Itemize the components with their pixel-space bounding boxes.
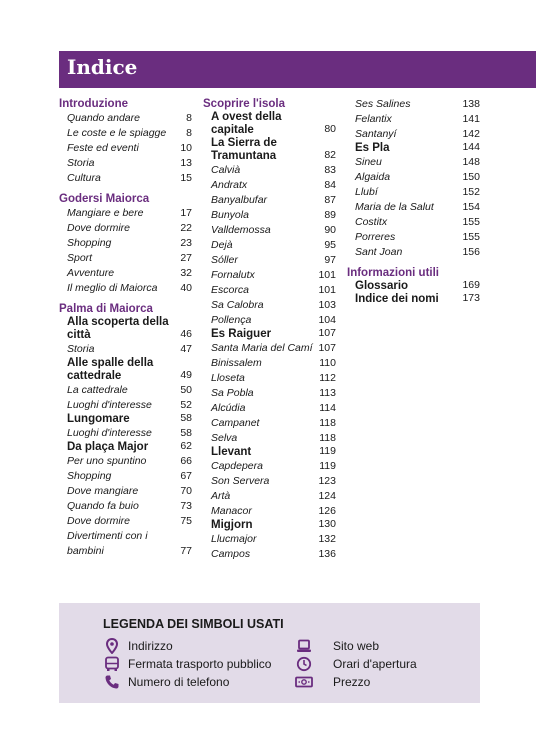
page-number: 154: [462, 201, 480, 213]
index-entry: [347, 112, 480, 127]
index-entry: [203, 532, 336, 547]
index-entry: [59, 111, 192, 126]
entry-title: Campos: [211, 548, 251, 560]
entry-title: Artà: [211, 490, 231, 502]
entry-title: Calvià: [211, 164, 241, 176]
entry-title: Capdepera: [211, 460, 263, 472]
page-number: 142: [462, 128, 480, 140]
page-number: 155: [462, 216, 480, 228]
entry-title: Migjorn: [211, 519, 253, 531]
index-column-3: [347, 97, 480, 306]
index-subsection-entry: [347, 280, 480, 293]
page-number: 141: [462, 113, 480, 125]
index-subsection-entry: [59, 316, 192, 342]
index-entry: [203, 504, 336, 519]
index-entry: [59, 398, 192, 413]
index-entry: [59, 141, 192, 156]
page-number: 119: [319, 460, 336, 472]
page-number: 66: [180, 455, 192, 467]
page-number: 107: [318, 342, 336, 354]
index-column-2: [203, 97, 336, 562]
index-entry: [59, 342, 192, 357]
index-entry: [203, 298, 336, 313]
index-subsection-entry: [203, 137, 336, 163]
page-number: 32: [180, 267, 192, 279]
entry-title: Dove dormire: [67, 515, 131, 527]
section-heading: Scoprire l'isola: [203, 98, 285, 110]
entry-title: Campanet: [211, 417, 260, 429]
index-entry: [59, 171, 192, 186]
section-heading: Introduzione: [59, 98, 128, 110]
index-entry: [347, 127, 480, 142]
entry-title: Dove dormire: [67, 222, 131, 234]
page-number: 118: [319, 417, 336, 429]
page-title: Indice: [67, 55, 138, 79]
index-entry: [203, 356, 336, 371]
page-number: 8: [186, 127, 192, 139]
page-number: 123: [318, 475, 336, 487]
index-entry: [203, 178, 336, 193]
entry-title: Fornalutx: [211, 269, 255, 281]
index-entry: [59, 206, 192, 221]
entry-title: Sport: [67, 252, 93, 264]
page-number: 173: [462, 292, 480, 304]
entry-title: Indice dei nomi: [355, 293, 439, 305]
index-entry: [203, 223, 336, 238]
legend-label-price: Prezzo: [333, 675, 371, 689]
index-entry: [59, 383, 192, 398]
page-number: 155: [462, 231, 480, 243]
page-number: 114: [319, 402, 336, 414]
index-entry: [59, 499, 192, 514]
page-number: 46: [180, 328, 192, 340]
index-entry: [59, 484, 192, 499]
phone-icon: [104, 674, 120, 690]
legend-label-bus-stop: Fermata trasporto pubblico: [128, 657, 272, 671]
section-heading: Godersi Maiorca: [59, 193, 150, 205]
entry-title: Selva: [211, 432, 238, 444]
index-entry: [203, 283, 336, 298]
entry-title: Quando fa buio: [67, 500, 139, 512]
page-number: 113: [319, 387, 336, 399]
page-number: 17: [180, 207, 192, 219]
page-number: 62: [180, 440, 192, 452]
entry-title: Lloseta: [211, 372, 245, 384]
entry-title: Storia: [67, 157, 95, 169]
page-number: 70: [180, 485, 192, 497]
index-entry: [59, 156, 192, 171]
index-entry: [347, 97, 480, 112]
entry-title: Alla scoperta della città: [67, 316, 169, 341]
entry-title: Sant Joan: [355, 246, 403, 258]
entry-title: Feste ed eventi: [67, 142, 139, 154]
page-number: 87: [324, 194, 336, 206]
entry-title: Avventure: [67, 267, 115, 279]
index-entry: [347, 215, 480, 230]
entry-title: La cattedrale: [67, 384, 128, 396]
entry-title: Quando andare: [67, 112, 140, 124]
page-number: 27: [180, 252, 192, 264]
entry-title: Felantix: [355, 113, 392, 125]
entry-title: Llucmajor: [211, 533, 257, 545]
entry-title: Mangiare e bere: [67, 207, 144, 219]
index-entry: [203, 386, 336, 401]
index-entry: [347, 230, 480, 245]
page-number: 67: [180, 470, 192, 482]
index-column-1: [59, 97, 192, 559]
symbol-legend: [59, 603, 480, 703]
page-number: 8: [186, 112, 192, 124]
page-number: 152: [462, 186, 480, 198]
section-heading: Palma di Maiorca: [59, 303, 153, 315]
index-subsection-entry: [347, 293, 480, 306]
index-entry: [59, 529, 192, 559]
page-number: 13: [180, 157, 192, 169]
page-number: 150: [462, 171, 480, 183]
index-entry: [59, 454, 192, 469]
page-number: 104: [318, 314, 336, 326]
index-header-bar: [59, 51, 536, 88]
entry-title: Alcúdia: [211, 402, 246, 414]
entry-title: Escorca: [211, 284, 249, 296]
location-pin-icon: [104, 638, 120, 654]
index-entry: [203, 416, 336, 431]
page-number: 103: [318, 299, 336, 311]
entry-title: Porreres: [355, 231, 396, 243]
page-number: 75: [180, 515, 192, 527]
index-entry: [59, 281, 192, 296]
entry-title: Santanyí: [355, 128, 397, 140]
index-entry: [203, 474, 336, 489]
entry-title: Pollença: [211, 314, 252, 326]
index-entry: [203, 459, 336, 474]
index-entry: [203, 547, 336, 562]
entry-title: Llubí: [355, 186, 378, 198]
entry-title: Sa Calobra: [211, 299, 264, 311]
page-number: 80: [324, 123, 336, 135]
index-entry: [347, 185, 480, 200]
index-entry: [347, 170, 480, 185]
entry-title: Es Raiguer: [211, 328, 272, 340]
page-number: 119: [319, 445, 336, 457]
index-entry: [203, 238, 336, 253]
page-number: 77: [180, 545, 192, 557]
page-number: 110: [319, 357, 336, 369]
page-number: 107: [318, 327, 336, 339]
page-number: 58: [180, 427, 192, 439]
entry-title: Cultura: [67, 172, 101, 184]
page-number: 101: [318, 284, 336, 296]
entry-title: A ovest della capitale: [211, 111, 282, 136]
page-number: 130: [318, 518, 336, 530]
entry-title: Sóller: [211, 254, 238, 266]
entry-title: Il meglio di Maiorca: [67, 282, 158, 294]
entry-title: Banyalbufar: [211, 194, 268, 206]
page-number: 148: [462, 156, 480, 168]
entry-title: Lungomare: [67, 413, 130, 425]
index-entry: [203, 313, 336, 328]
index-entry: [59, 266, 192, 281]
legend-label-opening-hours: Orari d'apertura: [333, 657, 417, 671]
index-subsection-entry: [59, 441, 192, 454]
index-subsection-entry: [203, 111, 336, 137]
index-subsection-entry: [203, 446, 336, 459]
entry-title: Divertimenti con i bambini: [67, 530, 148, 557]
index-entry: [59, 126, 192, 141]
entry-title: Luoghi d'interesse: [67, 427, 152, 439]
entry-title: Binissalem: [211, 357, 262, 369]
entry-title: Shopping: [67, 237, 112, 249]
entry-title: Per uno spuntino: [67, 455, 147, 467]
page-number: 47: [180, 343, 192, 355]
clock-icon: [296, 656, 312, 672]
entry-title: Sa Pobla: [211, 387, 254, 399]
index-entry: [59, 426, 192, 441]
index-entry: [347, 155, 480, 170]
laptop-icon: [296, 638, 312, 654]
entry-title: Algaida: [355, 171, 391, 183]
index-entry: [203, 268, 336, 283]
entry-title: Costitx: [355, 216, 388, 228]
page-number: 101: [318, 269, 336, 281]
index-subsection-entry: [59, 357, 192, 383]
page-number: 126: [318, 505, 336, 517]
page-number: 138: [462, 98, 480, 110]
page-number: 95: [324, 239, 336, 251]
page-number: 15: [180, 172, 192, 184]
page-number: 52: [180, 399, 192, 411]
entry-title: Ses Salines: [355, 98, 411, 110]
entry-title: Es Pla: [355, 142, 390, 154]
index-entry: [203, 401, 336, 416]
entry-title: Maria de la Salut: [355, 201, 434, 213]
index-entry: [59, 251, 192, 266]
legend-label-phone: Numero di telefono: [128, 675, 230, 689]
index-entry: [347, 245, 480, 260]
index-entry: [347, 200, 480, 215]
index-entry: [59, 236, 192, 251]
index-entry: [59, 221, 192, 236]
page-number: 22: [180, 222, 192, 234]
page-number: 83: [324, 164, 336, 176]
page-number: 156: [462, 246, 480, 258]
entry-title: Shopping: [67, 470, 112, 482]
entry-title: Son Servera: [211, 475, 270, 487]
entry-title: Glossario: [355, 280, 409, 292]
page-number: 132: [318, 533, 336, 545]
entry-title: Llevant: [211, 446, 252, 458]
page-number: 169: [462, 279, 480, 291]
index-entry: [203, 163, 336, 178]
page-number: 82: [324, 149, 336, 161]
page-number: 10: [180, 142, 192, 154]
page-number: 58: [180, 412, 192, 424]
section-heading: Informazioni utili: [347, 267, 439, 279]
entry-title: Valldemossa: [211, 224, 271, 236]
page-number: 124: [318, 490, 336, 502]
index-subsection-entry: [59, 413, 192, 426]
page-number: 49: [180, 369, 192, 381]
index-entry: [203, 371, 336, 386]
entry-title: Da plaça Major: [67, 441, 149, 453]
index-entry: [203, 253, 336, 268]
index-entry: [203, 341, 336, 356]
page-number: 90: [324, 224, 336, 236]
index-subsection-entry: [347, 142, 480, 155]
entry-title: Dejà: [211, 239, 233, 251]
page-number: 97: [324, 254, 336, 266]
page-number: 144: [462, 141, 480, 153]
index-entry: [203, 489, 336, 504]
entry-title: Luoghi d'interesse: [67, 399, 152, 411]
page-number: 73: [180, 500, 192, 512]
page-number: 136: [318, 548, 336, 560]
legend-label-website: Sito web: [333, 639, 380, 653]
legend-label-address: Indirizzo: [128, 639, 173, 653]
entry-title: Dove mangiare: [67, 485, 139, 497]
index-subsection-entry: [203, 328, 336, 341]
index-subsection-entry: [203, 519, 336, 532]
page-number: 40: [180, 282, 192, 294]
entry-title: Bunyola: [211, 209, 249, 221]
index-entry: [203, 208, 336, 223]
index-entry: [203, 193, 336, 208]
entry-title: La Sierra de Tramuntana: [211, 137, 277, 162]
banknote-icon: [295, 674, 313, 690]
legend-title: LEGENDA DEI SIMBOLI USATI: [103, 617, 284, 631]
entry-title: Storia: [67, 343, 95, 355]
index-entry: [59, 514, 192, 529]
page-number: 84: [324, 179, 336, 191]
page-number: 23: [180, 237, 192, 249]
page-number: 118: [319, 432, 336, 444]
page-number: 112: [319, 372, 336, 384]
index-entry: [59, 469, 192, 484]
entry-title: Andratx: [211, 179, 248, 191]
entry-title: Manacor: [211, 505, 252, 517]
entry-title: Alle spalle della cattedrale: [67, 357, 154, 382]
page-number: 50: [180, 384, 192, 396]
page-number: 89: [324, 209, 336, 221]
index-entry: [203, 431, 336, 446]
entry-title: Santa Maria del Camí: [211, 342, 313, 354]
entry-title: Sineu: [355, 156, 382, 168]
entry-title: Le coste e le spiagge: [67, 127, 167, 139]
bus-icon: [104, 656, 120, 672]
